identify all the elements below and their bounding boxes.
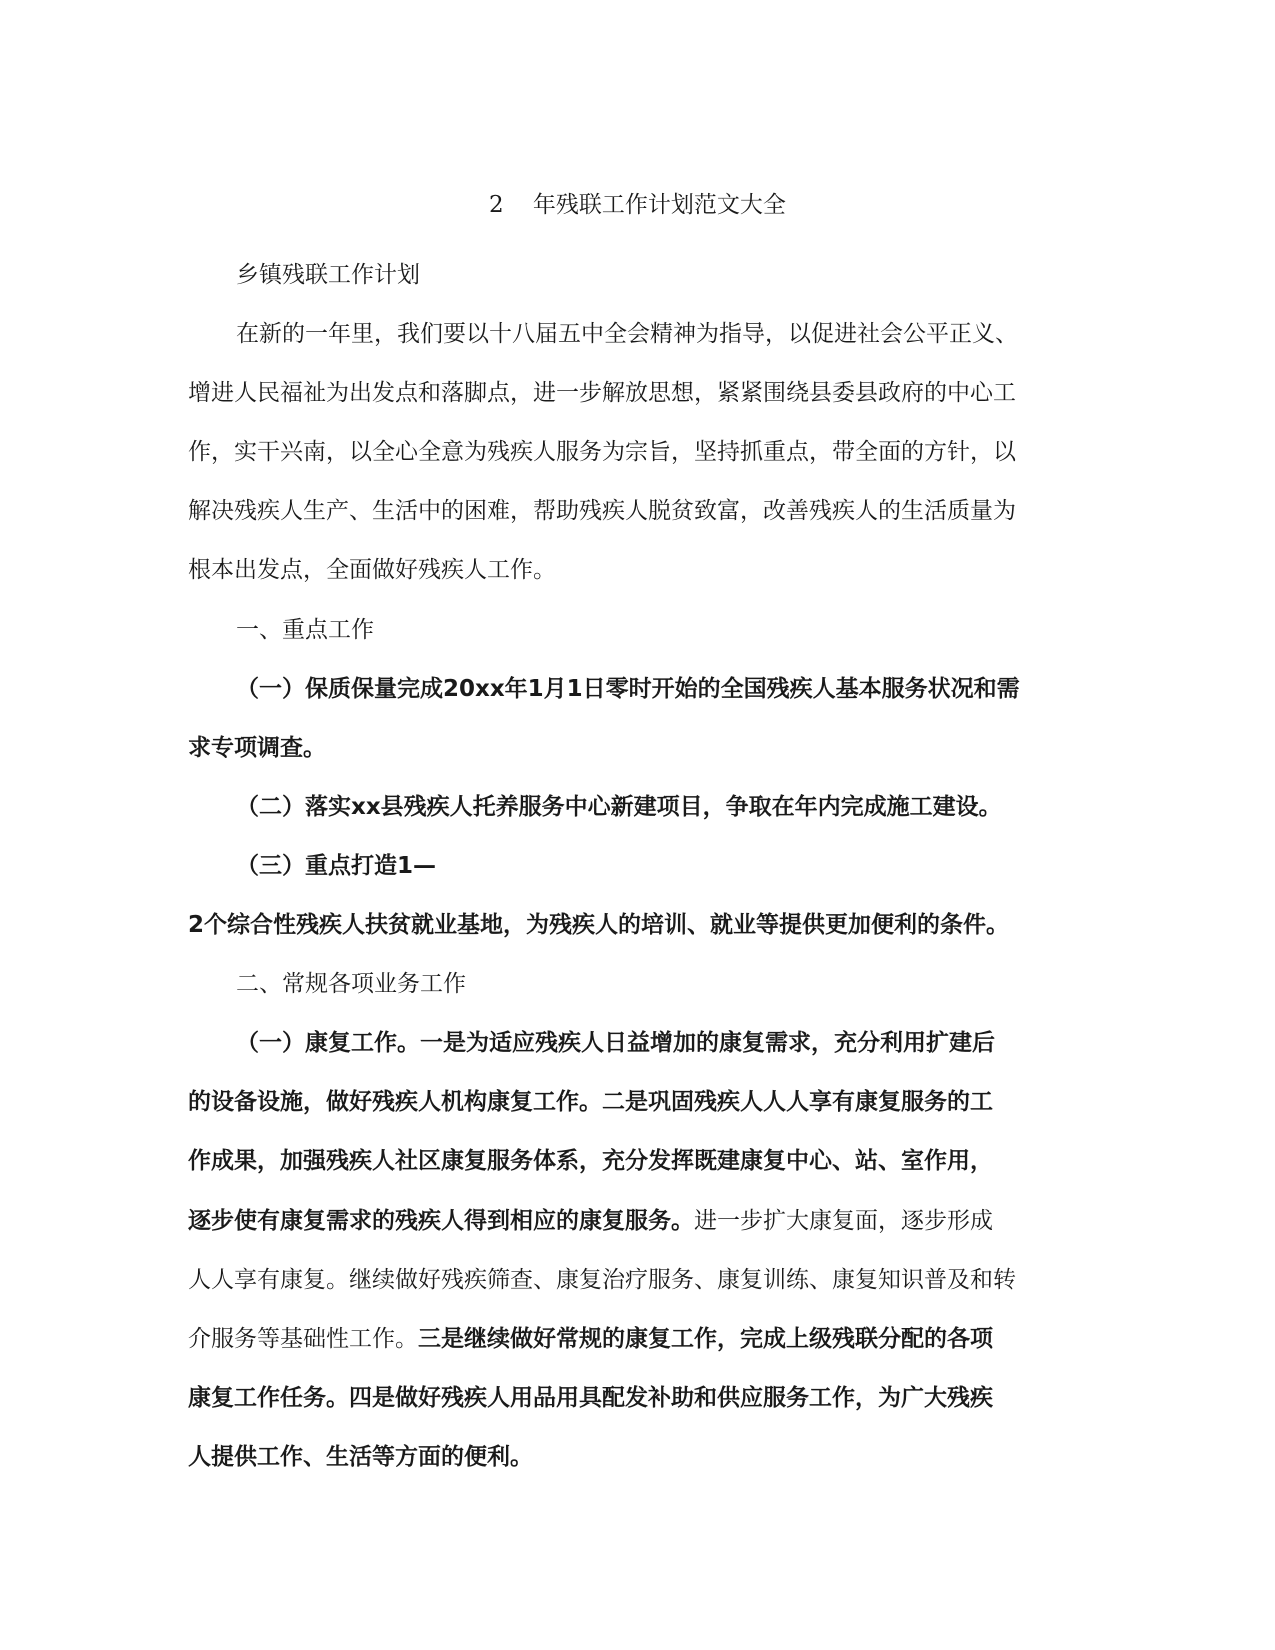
text-segment: 根本出发点，全面做好残疾人工作。	[188, 557, 556, 584]
text-segment: 在新的一年里，我们要以十八届五中全会精神为指导，以促进社会公平正义、	[236, 321, 1018, 348]
text-line	[188, 496, 1088, 555]
text-line	[188, 1146, 1088, 1205]
text-segment: （一）康复工作。	[236, 1030, 420, 1057]
text-line	[188, 1442, 1088, 1501]
text-line	[188, 1383, 1088, 1442]
text-segment: 求专项调查。	[188, 734, 326, 761]
text-line	[188, 910, 1088, 969]
text-segment: 2个综合性残疾人扶贫就业基地，为残疾人的培训、就业等提供更加便利的条件。	[188, 912, 1010, 939]
text-segment: 三是继续做好常规的康复工作，完成上级残联分配的各项	[418, 1325, 993, 1352]
text-line	[188, 674, 1088, 733]
text-segment: 增进人民福祉为出发点和落脚点，进一步解放思想，紧紧围绕县委县政府的中心工	[188, 380, 1016, 407]
document-body	[188, 260, 1088, 1501]
text-line	[188, 378, 1088, 437]
text-segment: 乡镇残联工作计划	[236, 262, 420, 288]
text-segment: 介服务等基础性工作。	[188, 1325, 418, 1352]
text-segment: 的设备设施，做好残疾人机构康复工作。二是巩固残疾人人人享有康复服务的工	[188, 1089, 993, 1116]
text-line	[188, 1265, 1088, 1324]
text-line	[188, 1206, 1088, 1265]
text-segment: 逐步使有康复需求的残疾人得到相应的康复服务。	[188, 1207, 694, 1234]
text-line	[188, 1028, 1088, 1087]
text-segment: 作，实干兴南，以全心全意为残疾人服务为宗旨，坚持抓重点，带全面的方针，以	[188, 439, 1016, 466]
text-segment: （一）保质保量完成20xx年1月1日零时开始的全国残疾人基本服务状况和需	[236, 675, 1020, 702]
text-line	[188, 260, 1088, 319]
text-line	[188, 615, 1088, 674]
text-line	[188, 555, 1088, 614]
text-segment: 康复工作任务。四是做好残疾人用品用具配发补助和供应服务工作，为广大残疾	[188, 1384, 993, 1411]
text-line	[188, 851, 1088, 910]
text-line	[188, 733, 1088, 792]
text-segment: 作成果，加强残疾人社区康复服务体系，充分发挥既建康复中心、站、室作用，	[188, 1148, 993, 1175]
text-line	[188, 1087, 1088, 1146]
text-line	[188, 319, 1088, 378]
text-segment: 一、重点工作	[236, 616, 374, 643]
text-line	[188, 437, 1088, 496]
text-line	[188, 792, 1088, 851]
text-line	[188, 1324, 1088, 1383]
text-line	[188, 969, 1088, 1028]
text-segment: （二）落实xx县残疾人托养服务中心新建项目，争取在年内完成施工建设。	[236, 793, 1002, 820]
text-segment: 进一步扩大康复面，逐步形成	[694, 1207, 993, 1234]
document-title: 2 年残联工作计划范文大全	[489, 192, 786, 218]
text-segment: （三）重点打造1—	[236, 852, 437, 879]
text-segment: 人人享有康复。继续做好残疾筛查、康复治疗服务、康复训练、康复知识普及和转	[188, 1266, 1016, 1293]
text-segment: 二、常规各项业务工作	[236, 971, 466, 998]
text-segment: 一是为适应残疾人日益增加的康复需求，充分利用扩建后	[420, 1030, 995, 1057]
text-segment: 解决残疾人生产、生活中的困难，帮助残疾人脱贫致富，改善残疾人的生活质量为	[188, 498, 1016, 525]
text-segment: 人提供工作、生活等方面的便利。	[188, 1443, 533, 1470]
